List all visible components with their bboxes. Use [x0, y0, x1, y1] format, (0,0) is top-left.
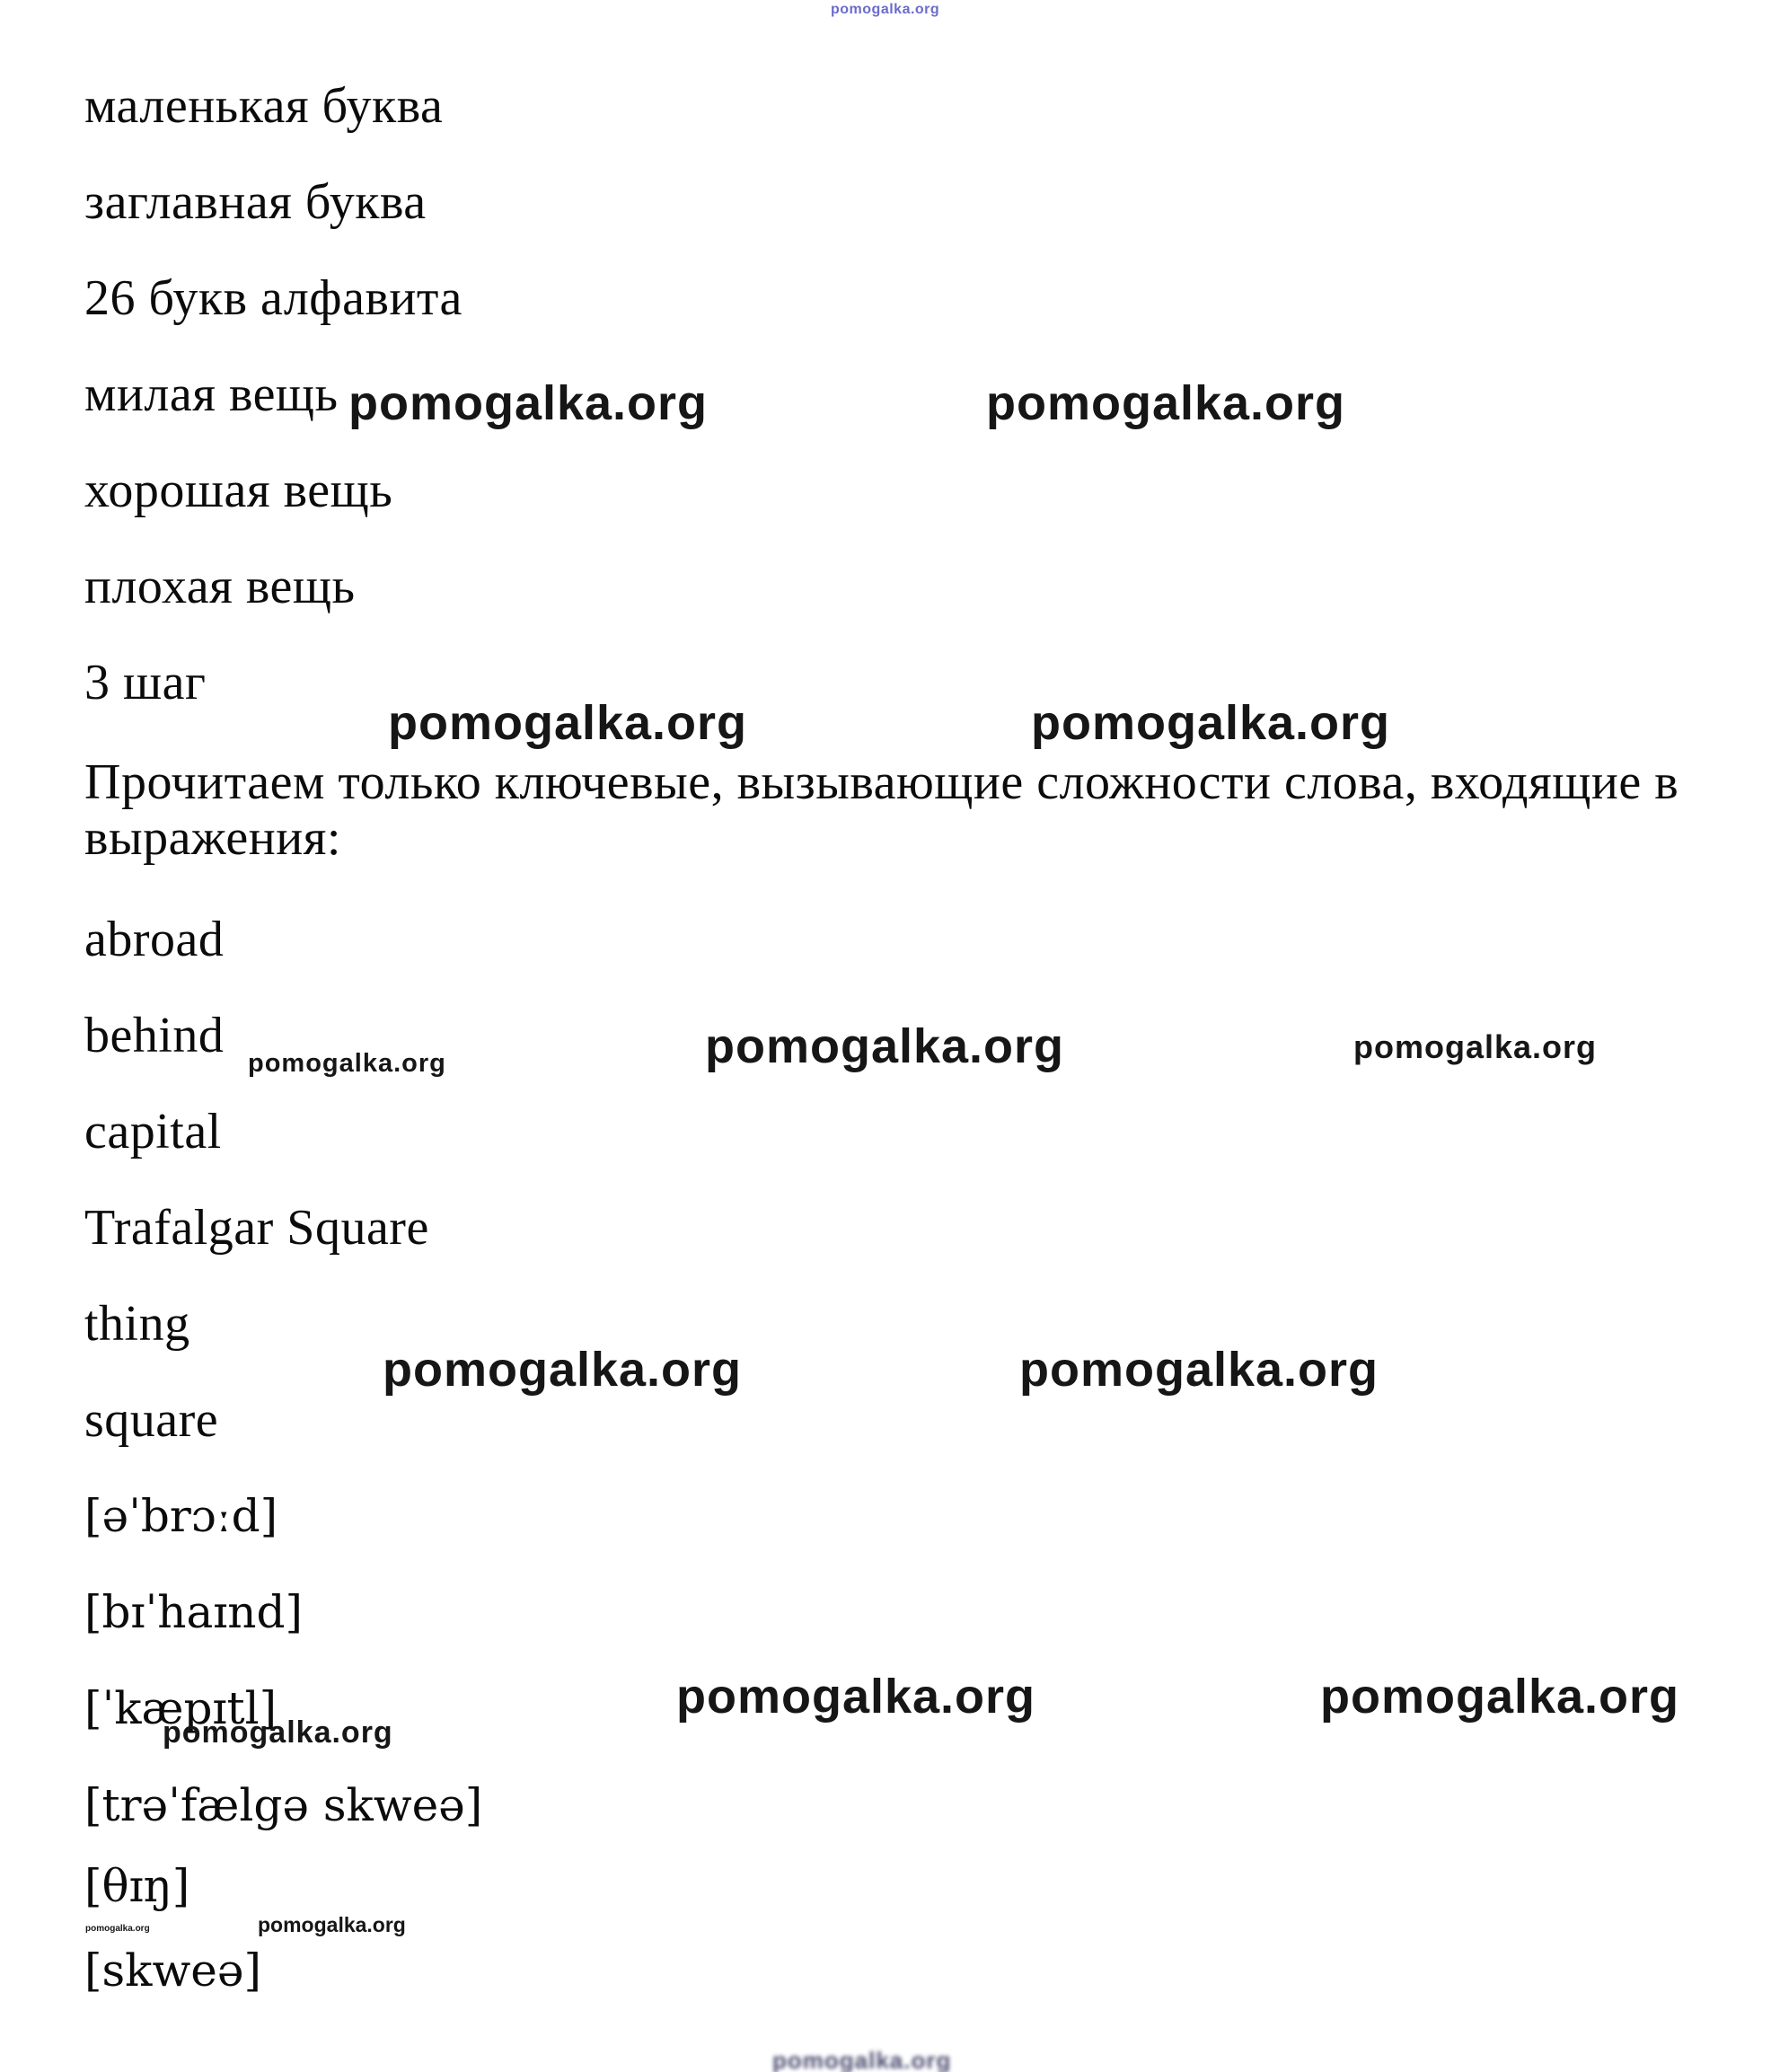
- transcription-capital: [ˈkæpɪtl]: [84, 1682, 278, 1734]
- translation-bad-thing: плохая вещь: [84, 559, 356, 614]
- translation-small-letter: маленькая буква: [84, 78, 444, 134]
- watermark: pomogalka.org: [676, 1670, 1036, 1724]
- watermark: pomogalka.org: [258, 1913, 406, 1936]
- watermark: pomogalka.org: [383, 1343, 743, 1397]
- transcription-thing: [θɪŋ]: [84, 1860, 190, 1912]
- watermark: pomogalka.org: [1320, 1670, 1680, 1724]
- watermark: pomogalka.org: [986, 376, 1346, 430]
- watermark: pomogalka.org: [85, 1924, 150, 1934]
- transcription-square: [skweə]: [84, 1944, 261, 1997]
- translation-step-3: 3 шаг: [84, 655, 207, 710]
- transcription-abroad: [əˈbrɔːd]: [84, 1490, 278, 1542]
- paragraph-line-2: выражения:: [84, 810, 341, 866]
- translation-26-letters: 26 букв алфавита: [84, 270, 463, 326]
- paragraph-line-1: Прочитаем только ключевые, вызывающие сложности слова, входящие в: [84, 754, 1679, 810]
- watermark: pomogalka.org: [348, 376, 709, 430]
- word-behind: behind: [84, 1008, 225, 1063]
- translation-capital-letter: заглавная буква: [84, 174, 427, 230]
- word-capital: capital: [84, 1104, 222, 1159]
- word-abroad: abroad: [84, 912, 225, 967]
- watermark: pomogalka.org: [1019, 1343, 1379, 1397]
- word-square: square: [84, 1392, 219, 1448]
- transcription-trafalgar-square: [trəˈfælgə skweə]: [84, 1779, 483, 1831]
- watermark: pomogalka.org: [705, 1019, 1065, 1073]
- watermark-bottom-blur: pomogalka.org: [772, 2047, 952, 2072]
- watermark: pomogalka.org: [388, 696, 748, 750]
- watermark: pomogalka.org: [1031, 696, 1391, 750]
- transcription-behind: [bɪˈhaɪnd]: [84, 1586, 303, 1638]
- word-trafalgar-square: Trafalgar Square: [84, 1200, 429, 1256]
- word-thing: thing: [84, 1296, 190, 1352]
- watermark: pomogalka.org: [1353, 1028, 1598, 1065]
- watermark: pomogalka.org: [163, 1715, 393, 1750]
- watermark-top: pomogalka.org: [831, 2, 940, 17]
- watermark: pomogalka.org: [248, 1049, 446, 1078]
- translation-good-thing: хорошая вещь: [84, 463, 393, 518]
- translation-nice-thing: милая вещь: [84, 366, 339, 422]
